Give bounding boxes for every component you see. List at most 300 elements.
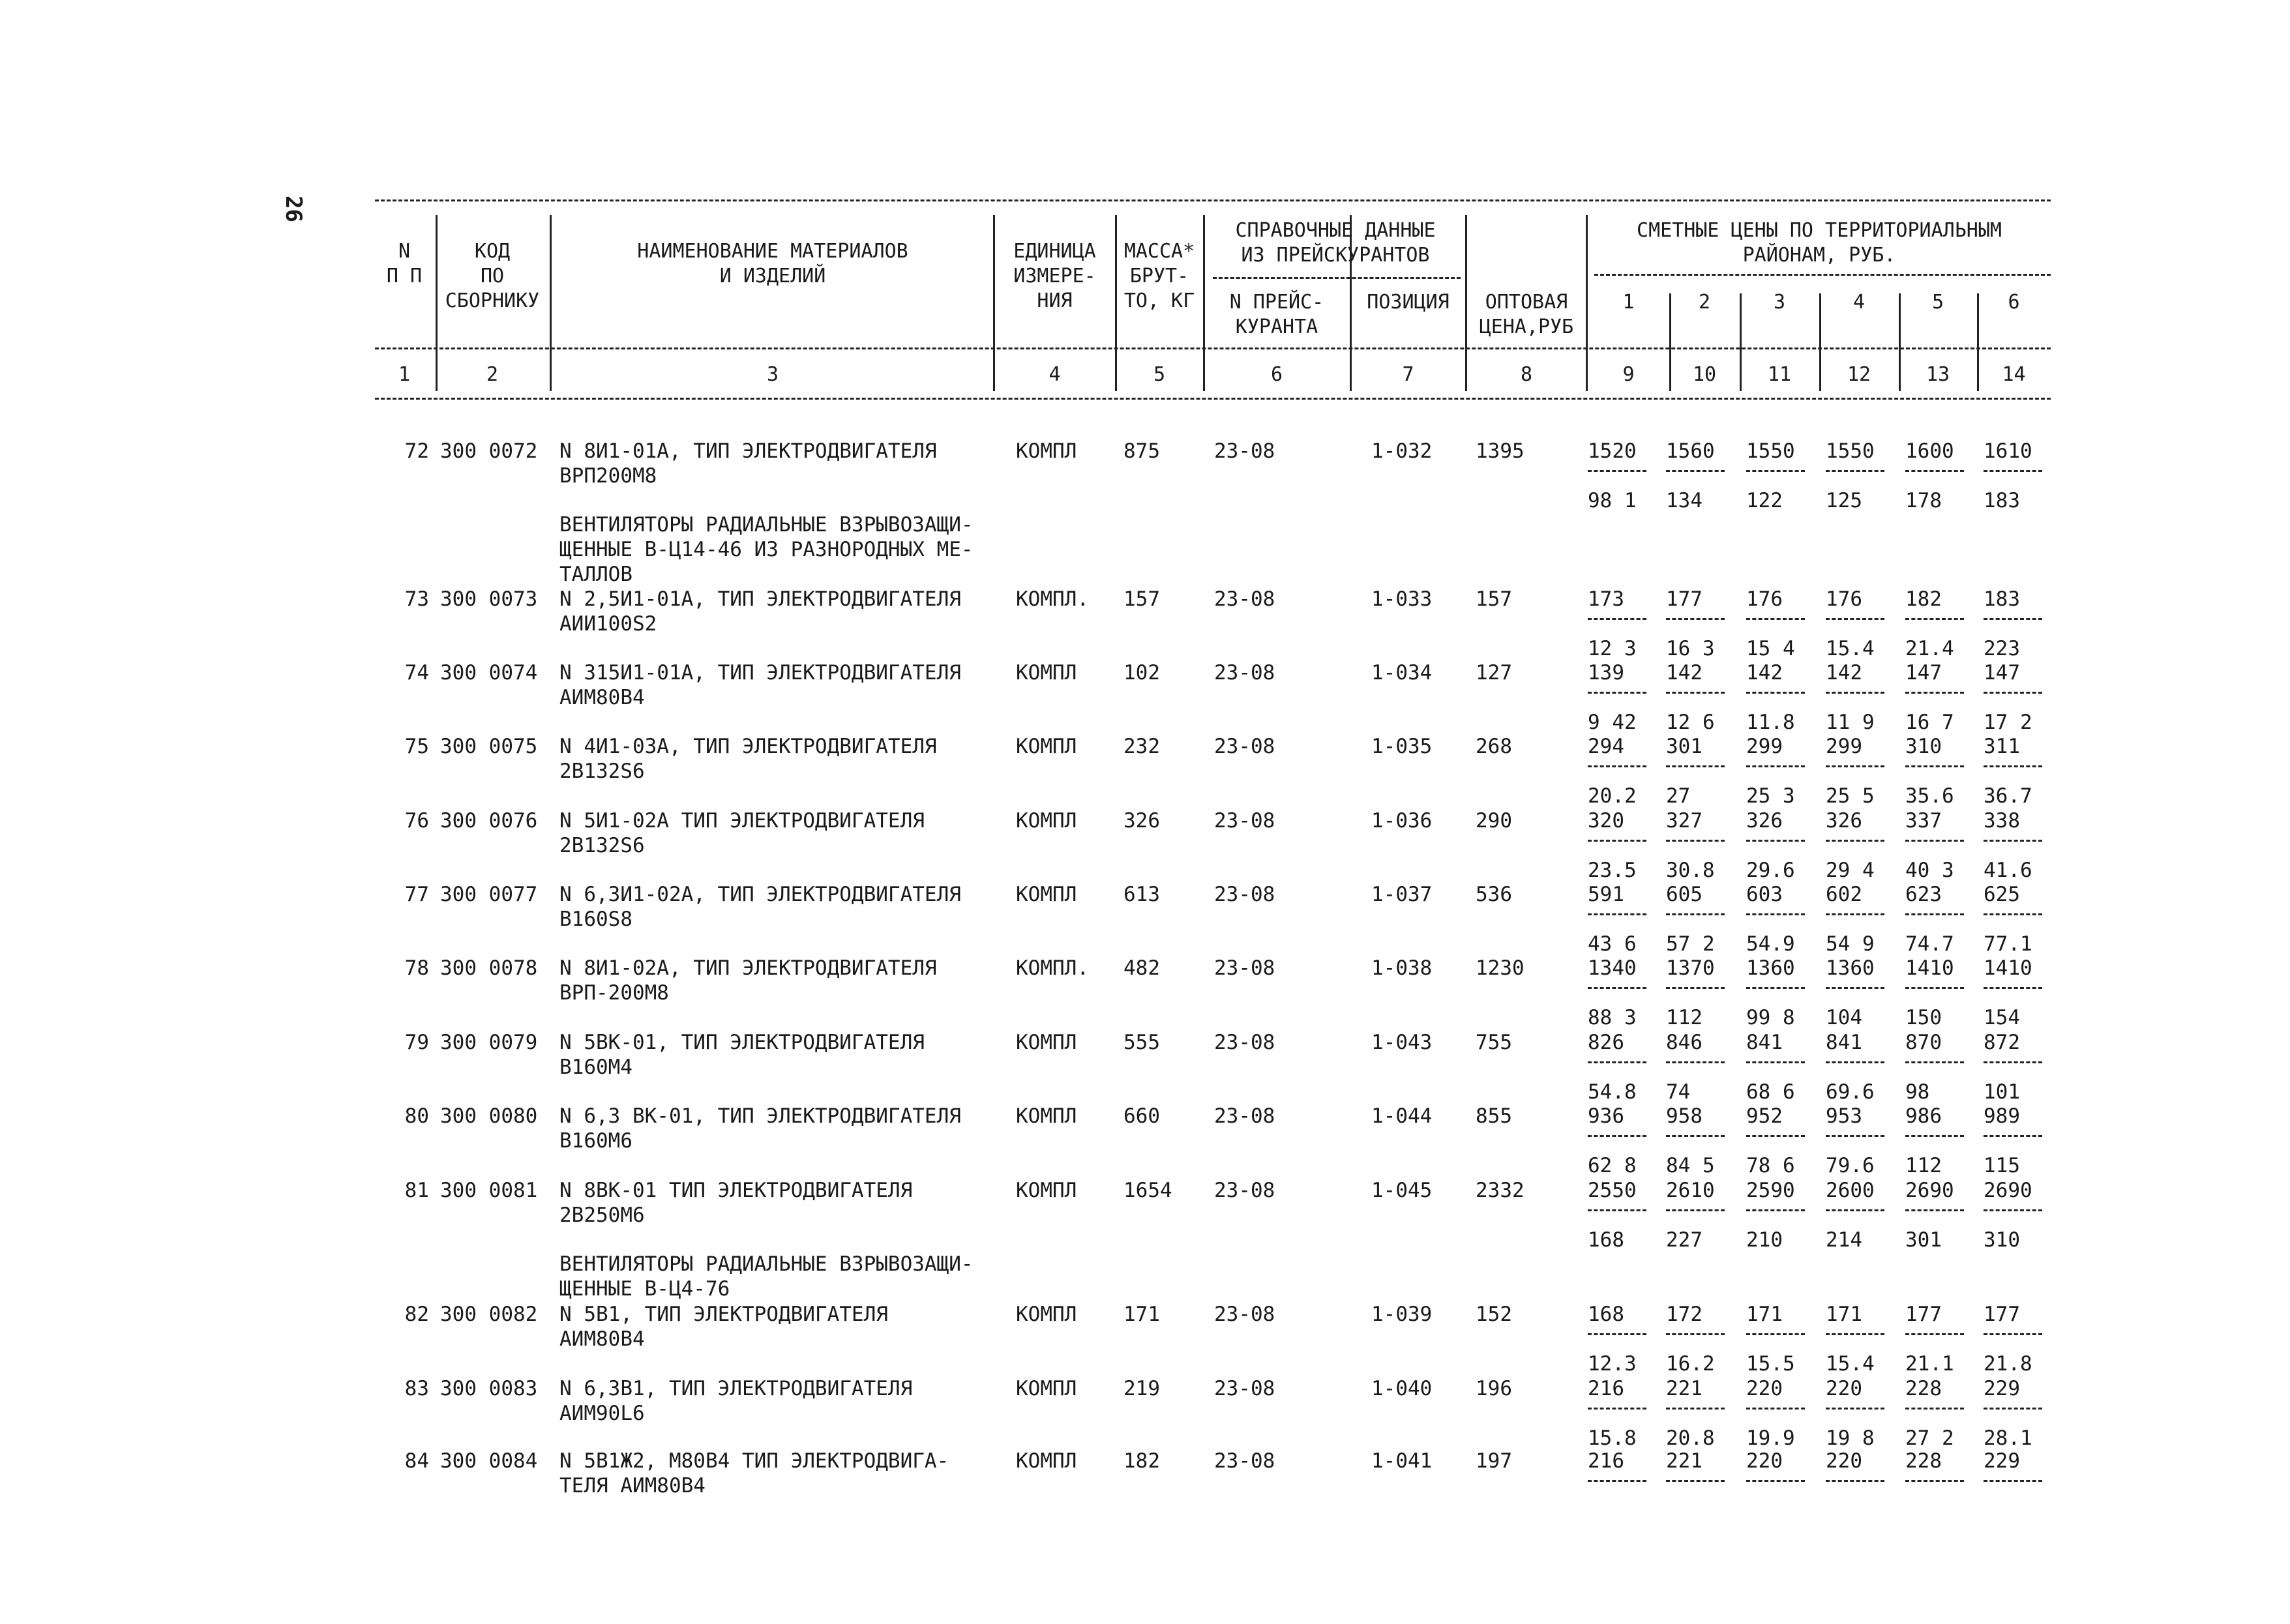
header-col-name: НАИМЕНОВАНИЕ МАТЕРИАЛОВ [637, 240, 908, 263]
fraction-line [1746, 1480, 1805, 1482]
fraction-line [1905, 692, 1964, 694]
row-number: 73 [404, 587, 429, 611]
fraction-line [1826, 1333, 1884, 1335]
fraction-line [1666, 1408, 1725, 1410]
header-col-n: П П [386, 265, 423, 288]
estimate-transport-cost: 69.6 [1826, 1080, 1875, 1104]
estimate-price: 142 [1666, 661, 1703, 685]
fraction-line [1984, 1209, 2042, 1211]
fraction-line [1588, 987, 1646, 989]
estimate-price: 176 [1746, 587, 1783, 611]
estimate-price: 294 [1588, 735, 1624, 758]
row-name: ВРП200М8 [559, 464, 657, 488]
estimate-price: 1550 [1826, 439, 1875, 463]
estimate-price: 183 [1984, 587, 2020, 611]
estimate-transport-cost: 19 8 [1826, 1426, 1875, 1450]
estimate-price: 220 [1826, 1449, 1862, 1473]
row-number: 77 [404, 883, 429, 906]
estimate-price: 841 [1746, 1031, 1783, 1054]
row-pricelist: 23-08 [1214, 587, 1275, 611]
estimate-transport-cost: 78 6 [1746, 1154, 1795, 1177]
estimate-price: 1410 [1984, 956, 2032, 980]
fraction-line [1746, 913, 1805, 915]
row-number: 82 [404, 1303, 429, 1326]
fraction-line [1746, 1135, 1805, 1137]
fraction-line [1905, 618, 1964, 620]
row-wholesale: 1395 [1476, 439, 1524, 463]
estimate-transport-cost: 43 6 [1588, 932, 1637, 956]
fraction-line [1826, 692, 1884, 694]
estimate-price: 1550 [1746, 439, 1795, 463]
row-mass: 102 [1123, 661, 1160, 685]
page-number: 26 [280, 196, 306, 222]
estimate-price: 228 [1905, 1449, 1942, 1473]
row-unit: КОМПЛ [1016, 439, 1077, 463]
estimate-transport-cost: 21.4 [1905, 637, 1954, 660]
fraction-line [1826, 1061, 1884, 1063]
estimate-transport-cost: 178 [1905, 489, 1942, 512]
row-number: 75 [404, 735, 429, 758]
estimate-price: 591 [1588, 883, 1624, 906]
estimate-transport-cost: 15.4 [1826, 1352, 1875, 1376]
estimate-price: 625 [1984, 883, 2020, 906]
fraction-line [1746, 618, 1805, 620]
row-number: 76 [404, 809, 429, 833]
row-position: 1-045 [1371, 1179, 1433, 1202]
row-number: 74 [404, 661, 429, 685]
fraction-line [1666, 765, 1725, 767]
estimate-price: 623 [1905, 883, 1942, 906]
row-position: 1-039 [1371, 1303, 1433, 1326]
estimate-price: 953 [1826, 1104, 1862, 1128]
header-estimate-group: СМЕТНЫЕ ЦЕНЫ ПО ТЕРРИТОРИАЛЬНЫМ [1637, 219, 2002, 242]
estimate-transport-cost: 125 [1826, 489, 1862, 512]
fraction-line [1588, 1408, 1646, 1410]
estimate-transport-cost: 57 2 [1666, 932, 1715, 956]
fraction-line [1984, 913, 2042, 915]
row-code: 300 0080 [440, 1104, 538, 1128]
row-position: 1-040 [1371, 1377, 1433, 1400]
row-wholesale: 290 [1476, 809, 1512, 833]
row-wholesale: 1230 [1476, 956, 1524, 980]
fraction-line [1984, 840, 2042, 842]
row-pricelist: 23-08 [1214, 883, 1275, 906]
fraction-line [1588, 1333, 1646, 1335]
estimate-price: 171 [1826, 1303, 1862, 1326]
row-number: 83 [404, 1377, 429, 1400]
estimate-price: 177 [1984, 1303, 2020, 1326]
fraction-line [1588, 692, 1646, 694]
row-mass: 660 [1123, 1104, 1160, 1128]
header-ref-group: СПРАВОЧНЫЕ ДАННЫЕ [1235, 219, 1436, 242]
row-mass: 613 [1123, 883, 1160, 906]
estimate-price: 216 [1588, 1449, 1624, 1473]
row-name: АИИ100S2 [559, 612, 657, 636]
fraction-line [1666, 1480, 1725, 1482]
row-wholesale: 127 [1476, 661, 1512, 685]
row-wholesale: 196 [1476, 1377, 1512, 1400]
row-name: N 4И1-03А, ТИП ЭЛЕКТРОДВИГАТЕЛЯ [559, 735, 937, 758]
group-heading: ТАЛЛОВ [559, 563, 632, 586]
row-unit: КОМПЛ [1016, 1377, 1077, 1400]
row-code: 300 0075 [440, 735, 538, 758]
estimate-transport-cost: 115 [1984, 1154, 2020, 1177]
row-number: 80 [404, 1104, 429, 1128]
fraction-line [1905, 913, 1964, 915]
header-col-wholesale: ОПТОВАЯ [1485, 291, 1568, 314]
estimate-transport-cost: 27 [1666, 784, 1691, 808]
estimate-transport-cost: 28.1 [1984, 1426, 2032, 1450]
estimate-transport-cost: 12.3 [1588, 1352, 1637, 1376]
header-column-number: 3 [766, 363, 779, 386]
estimate-price: 229 [1984, 1377, 2020, 1400]
estimate-transport-cost: 54.8 [1588, 1080, 1637, 1104]
row-mass: 1654 [1123, 1179, 1172, 1202]
estimate-price: 872 [1984, 1031, 2020, 1054]
estimate-price: 603 [1746, 883, 1783, 906]
fraction-line [1666, 1135, 1725, 1137]
header-column-number: 9 [1622, 363, 1635, 386]
row-position: 1-034 [1371, 661, 1433, 685]
fraction-line [1666, 618, 1725, 620]
fraction-line [1984, 1333, 2042, 1335]
row-mass: 555 [1123, 1031, 1160, 1054]
estimate-transport-cost: 54 9 [1826, 932, 1875, 956]
row-position: 1-037 [1371, 883, 1433, 906]
estimate-price: 221 [1666, 1377, 1703, 1400]
estimate-transport-cost: 16 3 [1666, 637, 1715, 660]
header-col-pricelist: КУРАНТА [1235, 316, 1318, 338]
header-region-number: 6 [2008, 291, 2020, 314]
row-unit: КОМПЛ [1016, 1031, 1077, 1054]
estimate-transport-cost: 79.6 [1826, 1154, 1875, 1177]
header-ref-group: ИЗ ПРЕЙСКУРАНТОВ [1241, 244, 1430, 267]
row-code: 300 0083 [440, 1377, 538, 1400]
estimate-price: 299 [1826, 735, 1862, 758]
row-pricelist: 23-08 [1214, 439, 1275, 463]
estimate-price: 142 [1746, 661, 1783, 685]
row-position: 1-035 [1371, 735, 1433, 758]
estimate-price: 1340 [1588, 956, 1637, 980]
header-column-number: 7 [1402, 363, 1414, 386]
estimate-price: 221 [1666, 1449, 1703, 1473]
header-estimate-group: РАЙОНАМ, РУБ. [1742, 244, 1896, 267]
fraction-line [1984, 1408, 2042, 1410]
row-unit: КОМПЛ [1016, 809, 1077, 833]
header-col-code: КОД [474, 240, 511, 263]
row-pricelist: 23-08 [1214, 1303, 1275, 1326]
fraction-line [1826, 913, 1884, 915]
header-col-pricelist: N ПРЕЙС- [1229, 291, 1324, 314]
fraction-line [1588, 1061, 1646, 1063]
row-pricelist: 23-08 [1214, 1179, 1275, 1202]
fraction-line [1746, 1408, 1805, 1410]
fraction-line [1666, 840, 1725, 842]
estimate-price: 168 [1588, 1303, 1624, 1326]
header-column-number: 5 [1153, 363, 1166, 386]
header-column-number: 11 [1767, 363, 1792, 386]
fraction-line [1984, 692, 2042, 694]
row-pricelist: 23-08 [1214, 956, 1275, 980]
estimate-transport-cost: 99 8 [1746, 1006, 1795, 1029]
row-code: 300 0073 [440, 587, 538, 611]
estimate-price: 320 [1588, 809, 1624, 833]
header-col-unit: ИЗМЕРЕ- [1013, 265, 1096, 288]
row-wholesale: 855 [1476, 1104, 1512, 1128]
row-unit: КОМПЛ [1016, 883, 1077, 906]
row-code: 300 0076 [440, 809, 538, 833]
row-name: 2В250М6 [559, 1203, 645, 1227]
estimate-price: 229 [1984, 1449, 2020, 1473]
estimate-price: 337 [1905, 809, 1942, 833]
estimate-transport-cost: 40 3 [1905, 859, 1954, 882]
estimate-transport-cost: 227 [1666, 1228, 1703, 1252]
estimate-transport-cost: 98 1 [1588, 489, 1637, 512]
estimate-price: 2590 [1746, 1179, 1795, 1202]
estimate-price: 1370 [1666, 956, 1715, 980]
estimate-price: 1520 [1588, 439, 1637, 463]
estimate-transport-cost: 17 2 [1984, 711, 2032, 734]
fraction-line [1666, 692, 1725, 694]
row-number: 79 [404, 1031, 429, 1054]
fraction-line [1984, 618, 2042, 620]
row-name: АИМ80В4 [559, 1327, 645, 1351]
estimate-price: 986 [1905, 1104, 1942, 1128]
row-name: N 8И1-01А, ТИП ЭЛЕКТРОДВИГАТЕЛЯ [559, 439, 937, 463]
fraction-line [1746, 1333, 1805, 1335]
estimate-price: 299 [1746, 735, 1783, 758]
fraction-line [1984, 987, 2042, 989]
fraction-line [1746, 765, 1805, 767]
estimate-transport-cost: 11 9 [1826, 711, 1875, 734]
row-wholesale: 197 [1476, 1449, 1512, 1473]
row-pricelist: 23-08 [1214, 661, 1275, 685]
estimate-price: 220 [1746, 1377, 1783, 1400]
estimate-transport-cost: 154 [1984, 1006, 2020, 1029]
fraction-line [1588, 913, 1646, 915]
estimate-transport-cost: 122 [1746, 489, 1783, 512]
header-ref-subrule [1213, 277, 1461, 279]
fraction-line [1666, 987, 1725, 989]
estimate-transport-cost: 88 3 [1588, 1006, 1637, 1029]
estimate-price: 310 [1905, 735, 1942, 758]
fraction-line [1826, 1209, 1884, 1211]
row-wholesale: 268 [1476, 735, 1512, 758]
row-name: В160S8 [559, 908, 632, 931]
row-mass: 157 [1123, 587, 1160, 611]
header-region-number: 2 [1698, 291, 1711, 314]
group-heading: ВЕНТИЛЯТОРЫ РАДИАЛЬНЫЕ ВЗРЫВОЗАЩИ- [559, 1252, 974, 1276]
estimate-price: 177 [1666, 587, 1703, 611]
group-heading: ЩЕННЫЕ В-Ц14-46 ИЗ РАЗНОРОДНЫХ МЕ- [559, 538, 974, 561]
row-name: В160М4 [559, 1056, 632, 1079]
row-name: N 315И1-01А, ТИП ЭЛЕКТРОДВИГАТЕЛЯ [559, 661, 961, 685]
header-col-name: И ИЗДЕЛИЙ [719, 265, 826, 288]
fraction-line [1666, 913, 1725, 915]
estimate-transport-cost: 36.7 [1984, 784, 2032, 808]
estimate-transport-cost: 310 [1984, 1228, 2020, 1252]
row-name: N 8ВК-01 ТИП ЭЛЕКТРОДВИГАТЕЛЯ [559, 1179, 913, 1202]
estimate-price: 2690 [1905, 1179, 1954, 1202]
fraction-line [1905, 765, 1964, 767]
row-name: N 5И1-02А ТИП ЭЛЕКТРОДВИГАТЕЛЯ [559, 809, 925, 833]
row-wholesale: 2332 [1476, 1179, 1524, 1202]
estimate-transport-cost: 30.8 [1666, 859, 1715, 882]
estimate-transport-cost: 19.9 [1746, 1426, 1795, 1450]
row-unit: КОМПЛ. [1016, 587, 1089, 611]
estimate-transport-cost: 9 42 [1588, 711, 1637, 734]
row-position: 1-038 [1371, 956, 1433, 980]
header-region-number: 3 [1773, 291, 1786, 314]
estimate-price: 1600 [1905, 439, 1954, 463]
estimate-price: 326 [1746, 809, 1783, 833]
row-wholesale: 152 [1476, 1303, 1512, 1326]
header-column-number: 12 [1847, 363, 1871, 386]
estimate-transport-cost: 150 [1905, 1006, 1942, 1029]
estimate-transport-cost: 16.2 [1666, 1352, 1715, 1376]
header-column-number: 13 [1926, 363, 1950, 386]
estimate-transport-cost: 54.9 [1746, 932, 1795, 956]
header-column-number: 14 [2002, 363, 2026, 386]
header-col-code: ПО [480, 265, 505, 288]
estimate-transport-cost: 223 [1984, 637, 2020, 660]
header-col-position: ПОЗИЦИЯ [1367, 291, 1450, 314]
estimate-transport-cost: 12 6 [1666, 711, 1715, 734]
estimate-price: 1360 [1746, 956, 1795, 980]
row-mass: 326 [1123, 809, 1160, 833]
fraction-line [1826, 1408, 1884, 1410]
row-unit: КОМПЛ. [1016, 956, 1089, 980]
fraction-line [1905, 1408, 1964, 1410]
estimate-price: 2550 [1588, 1179, 1637, 1202]
row-name: ВРП-200М8 [559, 981, 669, 1005]
fraction-line [1666, 1333, 1725, 1335]
fraction-line [1984, 1135, 2042, 1137]
header-bottom-rule [375, 398, 2051, 400]
fraction-line [1588, 1209, 1646, 1211]
row-code: 300 0077 [440, 883, 538, 906]
estimate-price: 142 [1826, 661, 1862, 685]
estimate-transport-cost: 168 [1588, 1228, 1624, 1252]
row-mass: 219 [1123, 1377, 1160, 1400]
row-position: 1-041 [1371, 1449, 1433, 1473]
estimate-transport-cost: 104 [1826, 1006, 1862, 1029]
estimate-transport-cost: 74.7 [1905, 932, 1954, 956]
estimate-price: 220 [1826, 1377, 1862, 1400]
estimate-transport-cost: 62 8 [1588, 1154, 1637, 1177]
estimate-price: 301 [1666, 735, 1703, 758]
estimate-price: 173 [1588, 587, 1624, 611]
header-column-rule [550, 215, 552, 391]
fraction-line [1826, 987, 1884, 989]
estimate-transport-cost: 77.1 [1984, 932, 2032, 956]
estimate-price: 147 [1905, 661, 1942, 685]
fraction-line [1905, 1135, 1964, 1137]
row-pricelist: 23-08 [1214, 1031, 1275, 1054]
row-pricelist: 23-08 [1214, 1449, 1275, 1473]
estimate-price: 602 [1826, 883, 1862, 906]
row-code: 300 0078 [440, 956, 538, 980]
estimate-price: 326 [1826, 809, 1862, 833]
estimate-price: 870 [1905, 1031, 1942, 1054]
header-column-number: 8 [1520, 363, 1533, 386]
fraction-line [1984, 1061, 2042, 1063]
fraction-line [1826, 1480, 1884, 1482]
estimate-transport-cost: 12 3 [1588, 637, 1637, 660]
header-column-number: 4 [1048, 363, 1061, 386]
row-mass: 875 [1123, 439, 1160, 463]
estimate-transport-cost: 74 [1666, 1080, 1691, 1104]
row-unit: КОМПЛ [1016, 735, 1077, 758]
estimate-price: 177 [1905, 1303, 1942, 1326]
estimate-transport-cost: 29 4 [1826, 859, 1875, 882]
header-column-number: 6 [1270, 363, 1283, 386]
estimate-transport-cost: 20.2 [1588, 784, 1637, 808]
row-unit: КОМПЛ [1016, 1303, 1077, 1326]
row-code: 300 0084 [440, 1449, 538, 1473]
estimate-transport-cost: 25 3 [1746, 784, 1795, 808]
fraction-line [1826, 765, 1884, 767]
estimate-price: 1560 [1666, 439, 1715, 463]
row-unit: КОМПЛ [1016, 1449, 1077, 1473]
row-number: 78 [404, 956, 429, 980]
row-position: 1-032 [1371, 439, 1433, 463]
row-name: N 6,3И1-02А, ТИП ЭЛЕКТРОДВИГАТЕЛЯ [559, 883, 961, 906]
header-col-n: N [398, 240, 411, 263]
header-col-unit: НИЯ [1037, 289, 1073, 312]
estimate-price: 220 [1746, 1449, 1783, 1473]
fraction-line [1588, 1480, 1646, 1482]
estimate-price: 605 [1666, 883, 1703, 906]
row-position: 1-036 [1371, 809, 1433, 833]
estimate-transport-cost: 183 [1984, 489, 2020, 512]
estimate-price: 826 [1588, 1031, 1624, 1054]
header-column-number: 1 [398, 363, 411, 386]
estimate-price: 228 [1905, 1377, 1942, 1400]
row-code: 300 0074 [440, 661, 538, 685]
estimate-transport-cost: 210 [1746, 1228, 1783, 1252]
estimate-price: 176 [1826, 587, 1862, 611]
header-col-mass: МАССА* [1123, 240, 1195, 263]
estimate-price: 311 [1984, 735, 2020, 758]
header-estimate-subrule [1594, 274, 2051, 276]
fraction-line [1746, 470, 1805, 472]
header-col-code: СБОРНИКУ [445, 289, 540, 312]
row-name: N 6,3В1, ТИП ЭЛЕКТРОДВИГАТЕЛЯ [559, 1377, 913, 1400]
estimate-transport-cost: 35.6 [1905, 784, 1954, 808]
estimate-transport-cost: 21.1 [1905, 1352, 1954, 1376]
row-name: N 2,5И1-01А, ТИП ЭЛЕКТРОДВИГАТЕЛЯ [559, 587, 961, 611]
estimate-price: 172 [1666, 1303, 1703, 1326]
fraction-line [1905, 1333, 1964, 1335]
row-mass: 171 [1123, 1303, 1160, 1326]
fraction-line [1588, 765, 1646, 767]
row-mass: 182 [1123, 1449, 1160, 1473]
estimate-transport-cost: 15.4 [1826, 637, 1875, 660]
row-unit: КОМПЛ [1016, 661, 1077, 685]
estimate-price: 216 [1588, 1377, 1624, 1400]
estimate-transport-cost: 112 [1666, 1006, 1703, 1029]
row-pricelist: 23-08 [1214, 735, 1275, 758]
row-mass: 482 [1123, 956, 1160, 980]
row-name: N 5В1, ТИП ЭЛЕКТРОДВИГАТЕЛЯ [559, 1303, 888, 1326]
estimate-price: 327 [1666, 809, 1703, 833]
estimate-price: 1410 [1905, 956, 1954, 980]
fraction-line [1746, 692, 1805, 694]
header-top-rule [375, 199, 2051, 201]
estimate-price: 841 [1826, 1031, 1862, 1054]
row-unit: КОМПЛ [1016, 1179, 1077, 1202]
